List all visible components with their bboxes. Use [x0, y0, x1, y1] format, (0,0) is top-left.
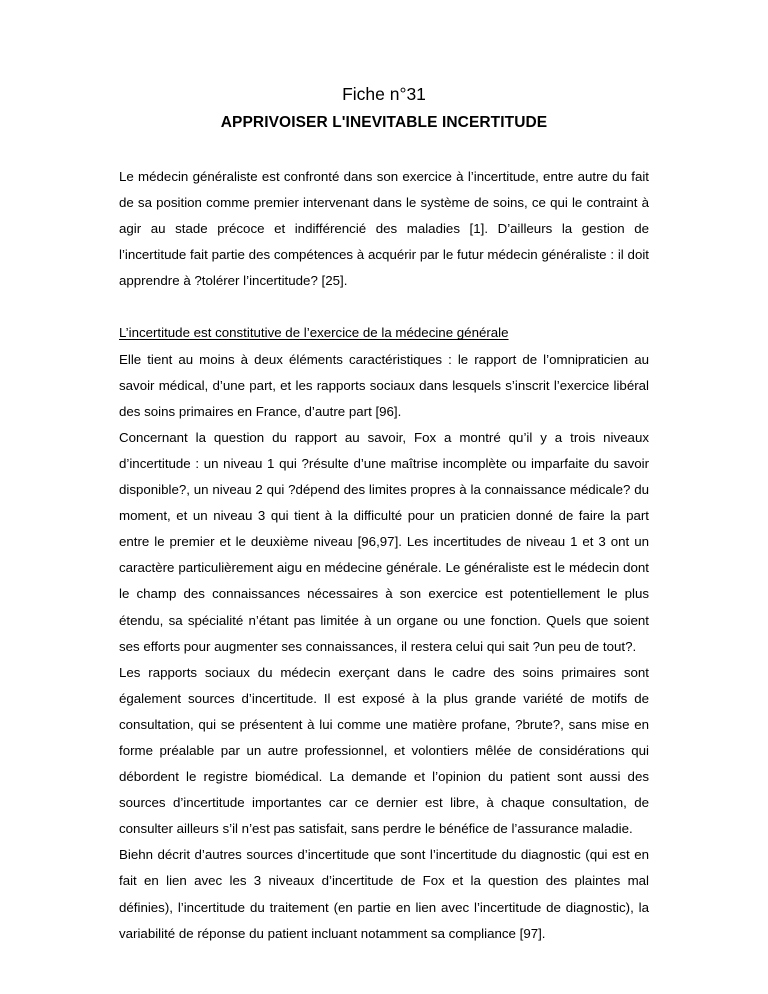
intro-paragraph: Le médecin généraliste est confronté dans son exercice à l’incertitude, entre autre du fait de sa position comme premier intervenant dans le système de soins, ce qui le contraint à agir au stade précoce et indifférencié des maladies [1]. D’ailleurs la gestion de l’incertitude fait partie des compétences à acquérir par le futur médecin généraliste : il doit apprendre à ?tolérer l’incertitude? [25].: [119, 169, 649, 289]
paragraph-3: Les rapports sociaux du médecin exerçant dans le cadre des soins primaires sont également sources d’incertitude. Il est exposé à la plus grande variété de motifs de consultation, qui se présentent à lui comme une matière profane, ?brute?, sans mise en forme préalable par un autre professionnel, et volontiers mêlée de considérations qui débordent le registre biomédical. La demande et l’opinion du patient sont aussi des sources d’incertitude importantes car ce dernier est libre, à chaque consultation, de consulter ailleurs s’il n’est pas satisfait, sans perdre le bénéfice de l’assurance maladie.: [119, 664, 649, 837]
fiche-number: Fiche n°31: [342, 84, 426, 104]
paragraph-4: Biehn décrit d’autres sources d’incertitude que sont l’incertitude du diagnostic (qui est en fait en lien avec les 3 niveaux d’incertitude de Fox et la question des plaintes mal définies), l’incertitude du traitement (en partie en lien avec l’incertitude de diagnostic), la variabilité de réponse du patient incluant notamment sa compliance [97].: [119, 847, 649, 941]
paragraph-2: Concernant la question du rapport au savoir, Fox a montré qu’il y a trois niveaux d’incertitude : un niveau 1 qui ?résulte d’une maîtrise incomplète ou imparfaite du savoir disponible?, un niveau 2 qui ?dépend des limites propres à la connaissance médicale? du moment, et un niveau 3 qui tient à la difficulté pour un praticien donné de faire la part entre le premier et le deuxième niveau [96,97]. Les incertitudes de niveau 1 et 3 ont un caractère particulièrement aigu en médecine générale. Le généraliste est le médecin dont le champ des connaissances nécessaires à son exercice est potentiellement le plus étendu, sa spécialité n’étant pas limitée à un organe ou une fonction. Quels que soient ses efforts pour augmenter ses connaissances, il restera celui qui sait ?un peu de tout?.: [119, 429, 649, 654]
page-title: APPRIVOISER L'INEVITABLE INCERTITUDE: [220, 114, 548, 131]
section-heading: L’incertitude est constitutive de l’exercice de la médecine générale: [119, 325, 509, 341]
document-body: [119, 164, 649, 947]
paragraph-1: Elle tient au moins à deux éléments caractéristiques : le rapport de l’omnipraticien au savoir médical, d’une part, et les rapports sociaux dans lesquels s’inscrit l’exercice libéral des soins primaires en France, d’autre part [96].: [119, 351, 649, 419]
